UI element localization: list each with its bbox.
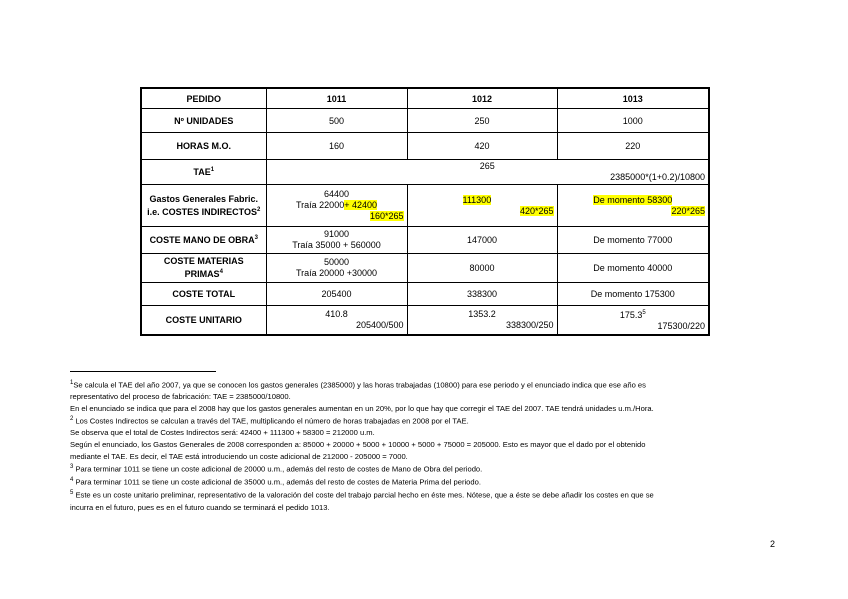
header-1013: 1013	[557, 88, 709, 109]
unitario-1012-value: 1353.2	[468, 309, 496, 319]
cell-horas-1011: 160	[266, 133, 407, 160]
footnote-2-line4: mediante el TAE. Es decir, el TAE está introduciendo un coste adicional de 212000 - 205000 = 7000.	[70, 451, 408, 461]
unitario-1013-value: 175.3	[619, 310, 643, 320]
cell-total-1012: 338300	[407, 283, 557, 306]
gastos-1012-formula: 420*265	[519, 205, 554, 216]
footnote-ref-4: 4	[219, 269, 223, 275]
footnote-1-marker: 1	[70, 380, 74, 386]
footnote-1-line3: En el enunciado se indica que para el 2008 hay que los gastos generales aumentan en un 20%, por lo que hay que corregir el TAE del 2007. TAE tendrá unidades u.m./Hora.	[70, 403, 654, 413]
gastos-1011-added: + 42400	[344, 200, 377, 210]
footnote-5-marker: 5	[70, 490, 74, 497]
footnote-2-line1: Los Costes Indirectos se calculan a través del TAE, multiplicando el número de horas trabajadas en 2008 por el TAE.	[73, 416, 469, 426]
gastos-1011-formula: 160*265	[369, 211, 404, 221]
materias-label-line1: COSTE MATERIAS	[163, 256, 244, 266]
cell-materias-1013: De momento 40000	[557, 254, 709, 283]
materias-1011-detail: Traía 20000 +30000	[296, 268, 377, 278]
header-1012: 1012	[407, 88, 557, 109]
cell-materias-1012: 80000	[407, 254, 557, 283]
unitario-1013-formula: 175300/220	[657, 321, 705, 331]
unitario-1011-value: 410.8	[325, 309, 348, 319]
row-label-unidades: Nº UNIDADES	[141, 109, 266, 133]
tae-value: 265	[479, 161, 495, 171]
gastos-1013-value: De momento 58300	[593, 194, 673, 205]
table-row-total	[141, 283, 709, 306]
footnote-ref-1: 1	[210, 167, 215, 173]
cell-unidades-1011: 500	[266, 109, 407, 133]
row-label-total: COSTE TOTAL	[141, 283, 266, 306]
mano-obra-label-text: COSTE MANO DE OBRA	[149, 235, 255, 245]
row-label-gastos	[141, 185, 266, 227]
footnote-ref-5: 5	[642, 310, 646, 316]
row-label-unitario: COSTE UNITARIO	[141, 306, 266, 336]
cell-mano-obra-1012: 147000	[407, 227, 557, 254]
table-row-materias	[141, 254, 709, 283]
materias-1011-total: 50000	[323, 257, 350, 267]
table-row-tae	[141, 160, 709, 185]
table-row-mano-obra	[141, 227, 709, 254]
footnote-4-marker: 4	[70, 477, 74, 484]
gastos-1011-previous: Traía 22000	[296, 200, 345, 210]
cell-mano-obra-1011	[266, 227, 407, 254]
header-pedido: PEDIDO	[141, 88, 266, 109]
page-number: 2	[770, 539, 776, 549]
cell-mano-obra-1013: De momento 77000	[557, 227, 709, 254]
gastos-label-line2: i.e. COSTES INDIRECTOS	[147, 206, 257, 217]
footnote-5-line2: incurra en el futuro, pues es en el futuro cuando se terminará el pedido 1013.	[70, 502, 330, 512]
table-row-gastos	[141, 185, 709, 227]
footnote-2-line2: Se observa que el total de Costes Indirectos será: 42400 + 111300 + 58300 = 212000 u.m.	[70, 428, 375, 438]
cell-tae-merged	[266, 160, 709, 185]
footnote-5-line1: Este es un coste unitario preliminar, representativo de la valoración del coste del trabajo parcial hecho en éste mes. Nótese, que a éste se debe añadir los costes en que se	[73, 491, 654, 500]
footnote-ref-2: 2	[257, 206, 261, 213]
mano-obra-1011-detail: Traía 35000 + 560000	[292, 240, 381, 250]
footnote-1-line1: Se calcula el TAE del año 2007, ya que se conocen los gastos generales (2385000) y las horas trabajadas (10800) para ese periodo y el enunciado indica que ese año es	[73, 380, 646, 390]
cell-gastos-1012	[407, 185, 557, 227]
footnote-4-line1: Para terminar 1011 se tiene un coste adicional de 35000 u.m., además del resto de costes de Materia Prima del periodo.	[73, 477, 481, 487]
table-row-unitario	[141, 306, 709, 336]
footnote-2-marker: 2	[70, 416, 74, 423]
footnote-1-line2: representativo del proceso de fabricación: TAE = 2385000/10800.	[70, 392, 291, 402]
cell-gastos-1013	[557, 185, 709, 227]
gastos-1012-value: 111300	[462, 194, 492, 205]
footnote-3-line1: Para terminar 1011 se tiene un coste adicional de 20000 u.m., además del resto de costes de Mano de Obra del periodo.	[73, 464, 483, 474]
unitario-1011-formula: 205400/500	[355, 320, 404, 330]
cell-unidades-1012: 250	[407, 109, 557, 133]
footnote-separator	[70, 371, 216, 372]
cell-materias-1011	[266, 254, 407, 283]
row-label-materias	[141, 254, 266, 283]
cell-total-1011: 205400	[266, 283, 407, 306]
cell-unitario-1011	[266, 306, 407, 336]
table-header-row	[141, 88, 709, 109]
footnote-3-marker: 3	[70, 464, 74, 471]
cost-table	[140, 87, 710, 336]
header-1011: 1011	[266, 88, 407, 109]
cell-gastos-1011	[266, 185, 407, 227]
mano-obra-1011-total: 91000	[323, 229, 350, 239]
tae-label-text: TAE	[193, 167, 211, 177]
footnote-2-line3: Según el enunciado, los Gastos Generales de 2008 corresponden a: 85000 + 20000 + 5000 + 10000 + 5000 + 75000 = 205000. Esto es mayor que el dado por el obtenido	[70, 440, 646, 450]
footnote-ref-3: 3	[254, 235, 258, 241]
table-row-unidades	[141, 109, 709, 133]
row-label-horas: HORAS M.O.	[141, 133, 266, 160]
tae-formula: 2385000*(1+0.2)/10800	[610, 172, 705, 182]
row-label-tae	[141, 160, 266, 185]
cell-unitario-1013	[557, 306, 709, 336]
table-row-horas	[141, 133, 709, 160]
cell-unitario-1012	[407, 306, 557, 336]
gastos-label-line1: Gastos Generales Fabric.	[149, 193, 259, 204]
gastos-1013-formula: 220*265	[671, 205, 705, 216]
unitario-1012-formula: 338300/250	[505, 320, 554, 330]
materias-label-line2: PRIMAS	[184, 269, 220, 279]
cell-unidades-1013: 1000	[557, 109, 709, 133]
cell-horas-1013: 220	[557, 133, 709, 160]
cell-total-1013: De momento 175300	[557, 283, 709, 306]
cell-horas-1012: 420	[407, 133, 557, 160]
footnotes	[70, 378, 790, 513]
row-label-mano-obra	[141, 227, 266, 254]
gastos-1011-total: 64400	[323, 189, 350, 199]
